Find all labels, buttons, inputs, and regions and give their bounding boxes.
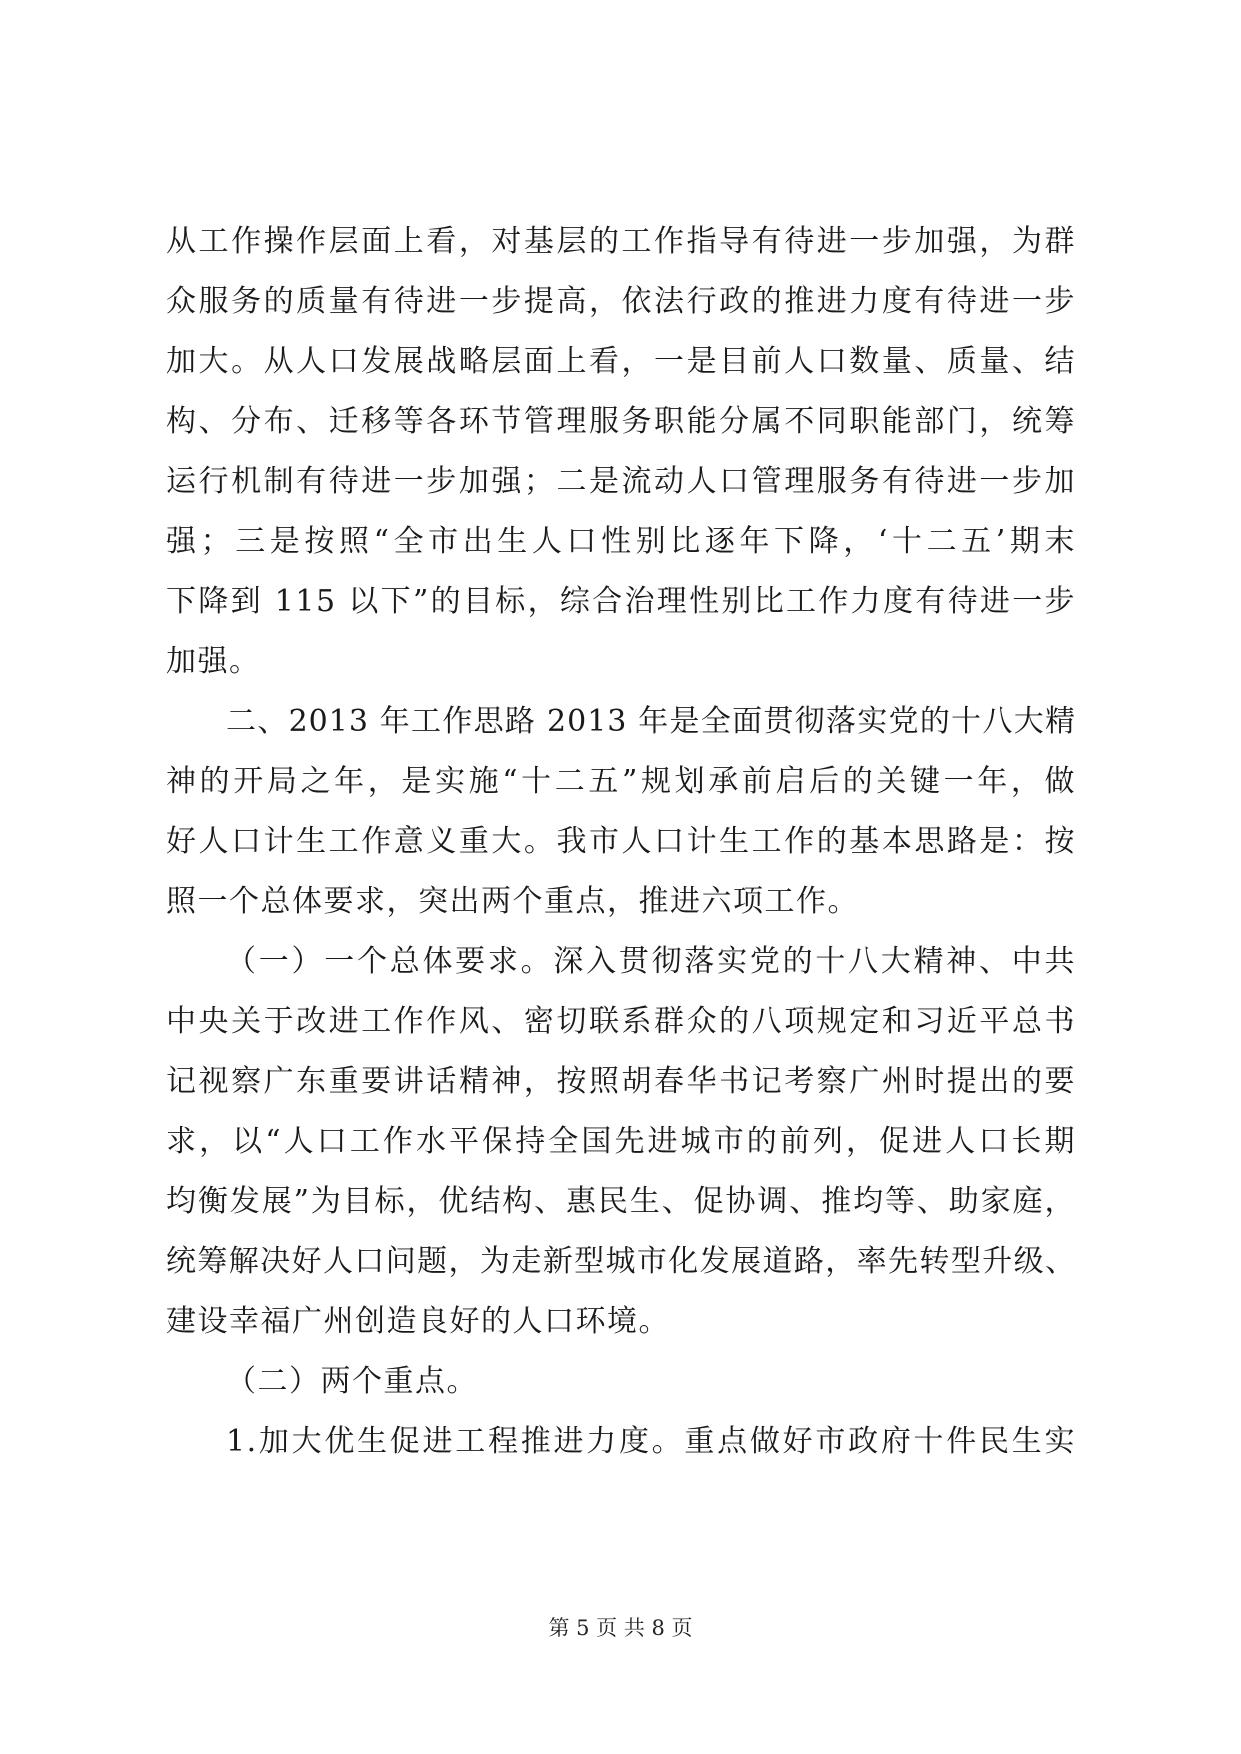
paragraph-line: 中央关于改进工作作风、密切联系群众的八项规定和习近平总书 [166, 1004, 1076, 1039]
paragraph-line: 记视察广东重要讲话精神，按照胡春华书记考察广州时提出的要 [166, 1064, 1076, 1099]
paragraph-line: 建设幸福广州创造良好的人口环境。 [166, 1304, 670, 1339]
paragraph-line: 构、分布、迁移等各环节管理服务职能分属不同职能部门，统筹 [166, 404, 1076, 439]
paragraph-line: 加大。从人口发展战略层面上看，一是目前人口数量、质量、结 [166, 344, 1076, 379]
paragraph-line: 众服务的质量有待进一步提高，依法行政的推进力度有待进一步 [166, 284, 1076, 319]
paragraph-line: 求，以“人口工作水平保持全国先进城市的前列，促进人口长期 [166, 1124, 1076, 1159]
section-heading-line: 二、2013 年工作思路 2013 年是全面贯彻落实党的十八大精 [226, 704, 1076, 739]
paragraph-line: 照一个总体要求，突出两个重点，推进六项工作。 [166, 884, 859, 919]
paragraph-line: 强；三是按照“全市出生人口性别比逐年下降，‘十二五’期末 [166, 524, 1076, 559]
paragraph-line: 均衡发展”为目标，优结构、惠民生、促协调、推均等、助家庭， [166, 1184, 1076, 1219]
subsection-heading-line: （一）一个总体要求。深入贯彻落实党的十八大精神、中共 [226, 944, 1076, 979]
numbered-item-line: 1.加大优生促进工程推进力度。重点做好市政府十件民生实 [226, 1424, 1076, 1459]
paragraph-line: 好人口计生工作意义重大。我市人口计生工作的基本思路是：按 [166, 824, 1076, 859]
paragraph-line: 加强。 [166, 644, 261, 679]
page-footer: 第 5 页 共 8 页 [548, 1616, 693, 1640]
paragraph-line: 神的开局之年，是实施“十二五”规划承前启后的关键一年，做 [166, 764, 1076, 799]
paragraph-line: 下降到 115 以下”的目标，综合治理性别比工作力度有待进一步 [166, 584, 1076, 619]
paragraph-line: 从工作操作层面上看，对基层的工作指导有待进一步加强，为群 [166, 224, 1076, 259]
paragraph-line: 统筹解决好人口问题，为走新型城市化发展道路，率先转型升级、 [166, 1244, 1076, 1279]
subsection-heading-line: （二）两个重点。 [226, 1364, 478, 1399]
paragraph-line: 运行机制有待进一步加强；二是流动人口管理服务有待进一步加 [166, 464, 1076, 499]
